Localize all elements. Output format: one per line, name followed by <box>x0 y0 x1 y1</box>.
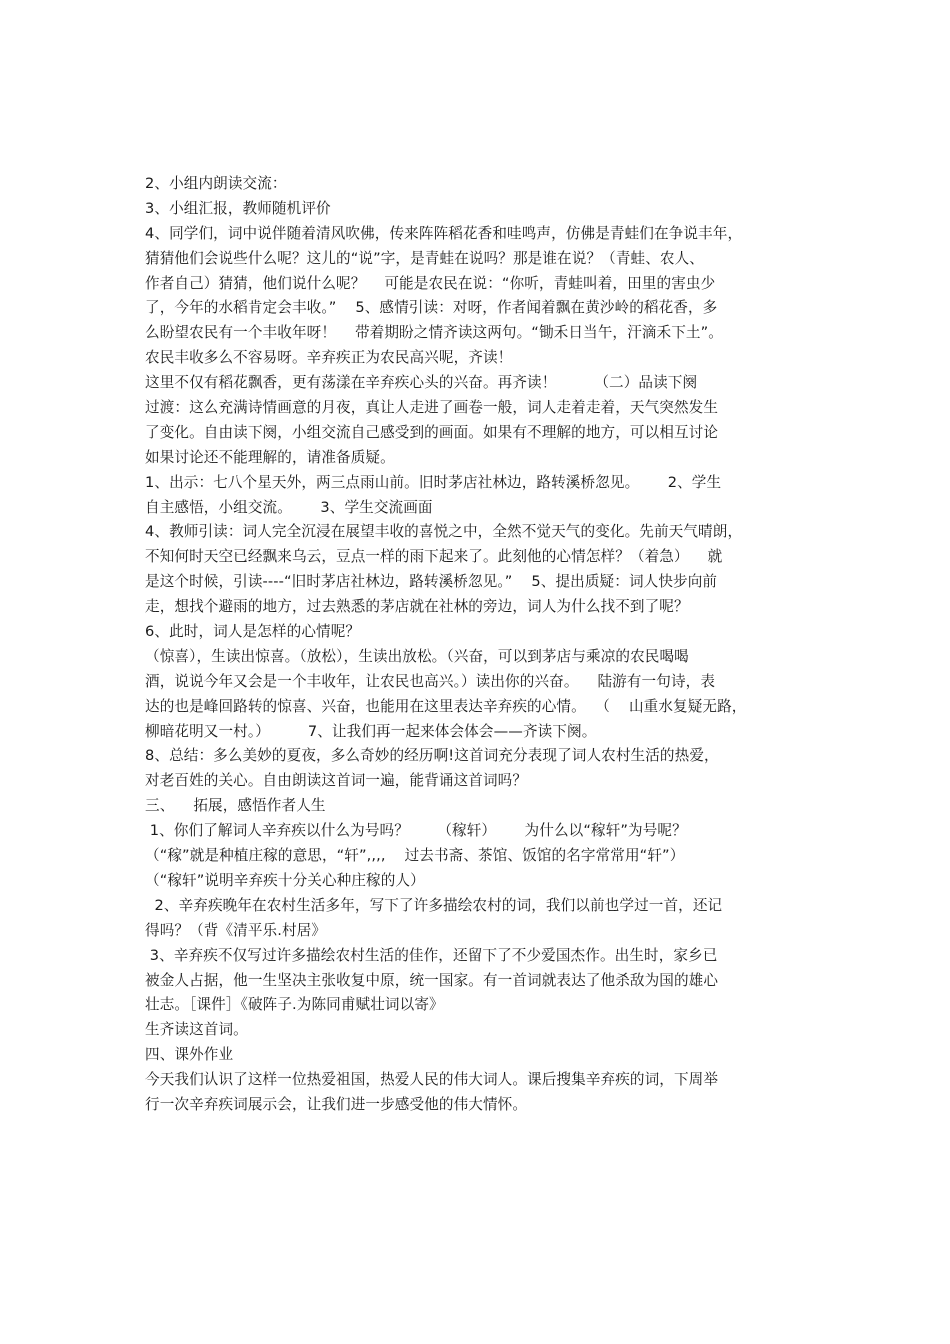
text-line: 4、同学们，词中说伴随着清风吹佛，传来阵阵稻花香和哇鸣声，仿佛是青蛙们在争说丰年， <box>145 224 743 242</box>
text-line: 得吗？（背《清平乐.村居》 <box>145 921 327 939</box>
text-line: 对老百姓的关心。自由朗读这首词一遍，能背诵这首词吗？ <box>145 772 528 790</box>
text-line: 过渡：这么充满诗情画意的月夜，真让人走进了画卷一般，词人走着走着，天气突然发生 <box>145 399 719 417</box>
document-body <box>145 172 815 1118</box>
text-line: 3、辛弃疾不仅写过许多描绘农村生活的佳作，还留下了不少爱国杰作。出生时，家乡已 <box>145 946 718 964</box>
text-line: 壮志。［课件］《破阵子.为陈同甫赋壮词以寄》 <box>145 996 444 1014</box>
text-line: 这里不仅有稻花飘香，更有荡漾在辛弃疾心头的兴奋。再齐读！ （二）品读下阕 <box>145 374 698 392</box>
text-line: 2、辛弃疾晚年在农村生活多年，写下了许多描绘农村的词，我们以前也学过一首，还记 <box>145 896 723 914</box>
text-line: 6、此时，词人是怎样的心情呢？ <box>145 623 361 641</box>
text-line: 2、小组内朗读交流： <box>145 175 287 192</box>
text-line: 生齐读这首词。 <box>145 1021 248 1039</box>
text-line: 不知何时天空已经飘来乌云，豆点一样的雨下起来了。此刻他的心情怎样？（着急） 就 <box>145 548 723 566</box>
text-line: （“稼轩”说明辛弃疾十分关心种庄稼的人） <box>145 871 425 889</box>
text-line: 猜猜他们会说些什么呢？这儿的“说”字，是青蛙在说吗？那是谁在说？（青蛙、农人、 <box>145 249 704 267</box>
section-heading: 三、 拓展，感悟作者人生 <box>145 797 326 815</box>
text-line: 8、总结：多么美妙的夏夜，多么奇妙的经历啊!这首词充分表现了词人农村生活的热爱， <box>145 747 719 765</box>
text-line: 柳暗花明又一村。） 7、让我们再一起来体会体会——齐读下阕。 <box>145 722 597 740</box>
section-heading: 四、课外作业 <box>145 1046 234 1064</box>
text-line: 今天我们认识了这样一位热爱祖国，热爱人民的伟大词人。课后搜集辛弃疾的词，下周举 <box>145 1071 719 1089</box>
text-line: 被金人占据，他一生坚决主张收复中原，统一国家。有一首词就表达了他杀敌为国的雄心 <box>145 971 719 989</box>
text-line: 了，今年的水稻肯定会丰收。” 5、感情引读：对呀，作者闻着飘在黄沙岭的稻花香，多 <box>145 299 718 317</box>
text-line: 么盼望农民有一个丰收年呀！ 带着期盼之情齐读这两句。“锄禾日当午，汗滴禾下土”。 <box>145 324 723 342</box>
text-line: 是这个时候，引读----“旧时茅店社林边，路转溪桥忽见。” 5、提出质疑：词人快步向前 <box>145 573 718 591</box>
text-line: 达的也是峰回路转的惊喜、兴奋，也能用在这里表达辛弃疾的心情。 （ 山重水复疑无路， <box>145 697 747 715</box>
text-line: 1、出示：七八个星天外，两三点雨山前。旧时茅店社林边，路转溪桥忽见。 2、学生 <box>145 473 722 491</box>
text-line: 行一次辛弃疾词展示会，让我们进一步感受他的伟大情怀。 <box>145 1095 528 1113</box>
text-line: 4、教师引读：词人完全沉浸在展望丰收的喜悦之中，全然不觉天气的变化。先前天气晴朗， <box>145 523 743 541</box>
text-line: 酒，说说今年又会是一个丰收年，让农民也高兴。）读出你的兴奋。 陆游有一句诗，表 <box>145 672 716 690</box>
text-line: 农民丰收多么不容易呀。辛弃疾正为农民高兴呢，齐读！ <box>145 349 513 367</box>
text-line: 自主感悟，小组交流。 3、学生交流画面 <box>145 498 433 516</box>
text-line: 3、小组汇报，教师随机评价 <box>145 199 331 217</box>
text-line: （惊喜），生读出惊喜。（放松），生读出放松。（兴奋，可以到茅店与乘凉的农民喝喝 <box>145 647 689 665</box>
text-line: 走，想找个避雨的地方，过去熟悉的茅店就在社林的旁边，词人为什么找不到了呢？ <box>145 598 689 616</box>
text-line: 1、你们了解词人辛弃疾以什么为号吗？ （稼轩） 为什么以“稼轩”为号呢？ <box>145 822 687 840</box>
text-line: 如果讨论还不能理解的，请准备质疑。 <box>145 448 395 466</box>
text-line: 作者自己）猜猜，他们说什么呢？ 可能是农民在说：“你听，青蛙叫着，田里的害虫少 <box>145 274 716 292</box>
text-line: （“稼”就是种植庄稼的意思，“轩”,,,, 过去书斋、茶馆、饭馆的名字常常用“轩”） <box>145 847 685 865</box>
text-line: 了变化。自由读下阕，小组交流自己感受到的画面。如果有不理解的地方，可以相互讨论 <box>145 423 719 441</box>
